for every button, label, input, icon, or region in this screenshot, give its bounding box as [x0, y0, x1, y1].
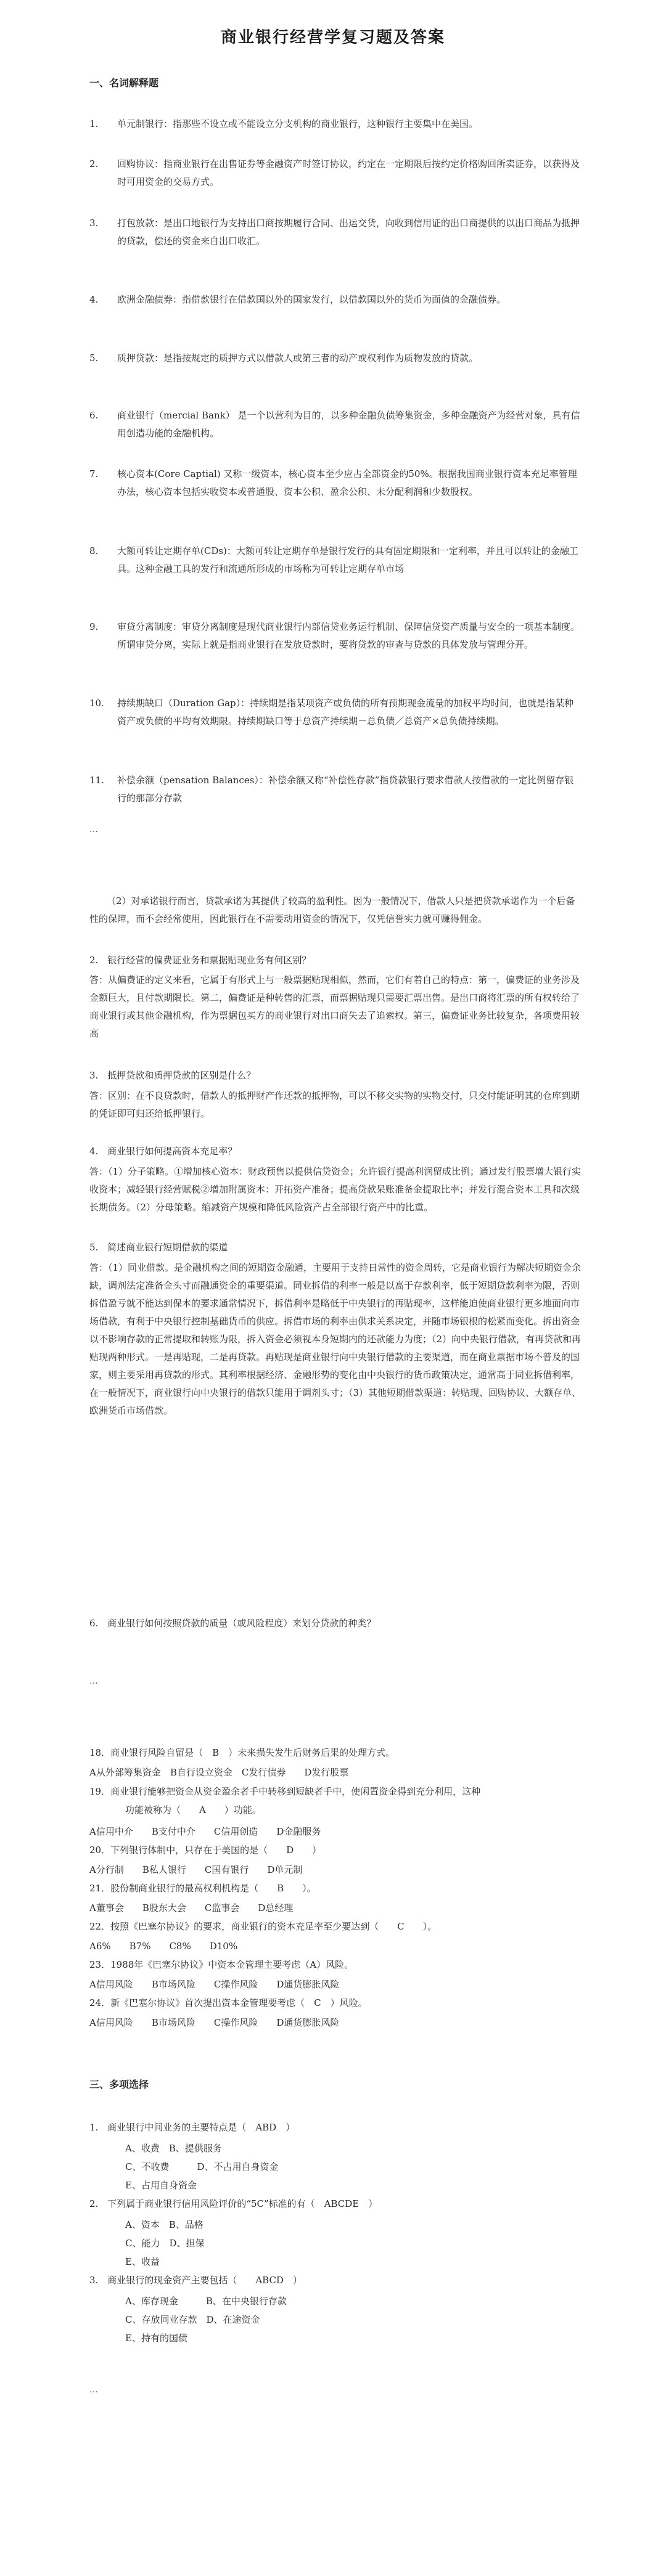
item-text: 欧洲金融债券：指借款银行在借款国以外的国家发行，以借款国以外的货币为面值的金融债券。: [117, 294, 506, 305]
question: 3. 抵押贷款和质押贷款的区别是什么？: [89, 1070, 256, 1081]
question: 23．1988年《巴塞尔协议》中资本金管理主要考虑（A）风险。: [89, 1959, 354, 1970]
question: 2. 下列属于商业银行信用风险评价的“5C”标准的有（ ABCDE ）: [89, 2198, 378, 2209]
page-break-mark: …: [89, 2385, 98, 2395]
section-heading-definitions: 一、名词解释题: [89, 77, 159, 89]
item-text: 回购协议：指商业银行在出售证券等金融资产时签订协议，约定在一定期限后按约定价格购回所卖证券，以获得及时可用资金的交易方式。: [117, 158, 580, 187]
list-item: [89, 155, 583, 191]
item-number: 3.: [89, 218, 99, 229]
list-item: [89, 618, 583, 654]
section-heading-multiple-choice: 三、多项选择: [89, 2079, 149, 2090]
answer-options: A从外部筹集资金 B自行设立资金 C发行债券 D发行股票: [89, 1767, 349, 1778]
answer-paragraph: 答：（1）分子策略。①增加核心资本：财政预售以提供信贷资金；允许银行提高利润留成比例；通过发行股票增大银行实收资本；减轻银行经营赋税②增加附属资本：开拓资产准备；提高贷款呆账准备金提取比率；并发行混合资本工具和次级长期债务。（2）分母策略。缩减资产规模和降低风险资产占全部银行资产中的比重。: [89, 1166, 582, 1213]
answer-options: A6% B7% C8% D10%: [89, 1941, 238, 1952]
item-number: 9.: [89, 621, 99, 632]
answer-options: E、持有的国债: [125, 2333, 187, 2344]
item-text: 单元制银行：指那些不设立或不能设立分支机构的商业银行，这种银行主要集中在美国。: [117, 118, 479, 129]
list-item: [89, 465, 583, 501]
list-item: [89, 772, 583, 807]
answer-paragraph: （2）对承诺银行而言，贷款承诺为其提供了较高的盈利性。因为一般情况下，借款人只是把贷款承诺作为一个后备性的保障，而不会经常使用，因此银行在不需要动用资金的情况下，仅凭信誉实力就可赚得佣金。: [89, 895, 575, 924]
question: 24．新《巴塞尔协议》首次提出资本金管理要考虑（ C ）风险。: [89, 1997, 368, 2008]
item-text: 大额可转让定期存单(CDs)：大额可转让定期存单是银行发行的具有固定期限和一定利率，并且可以转让的金融工具。这种金融工具的发行和流通所形成的市场称为可转让定期存单市场: [117, 545, 578, 574]
question: 1. 商业银行中间业务的主要特点是（ ABD ）: [89, 2122, 295, 2133]
question: 20．下列银行体制中，只存在于美国的是（ D ）: [89, 1844, 322, 1856]
answer-options: C、不收费 D、不占用自身资金: [125, 2161, 279, 2172]
item-number: 6.: [89, 410, 99, 421]
answer-options: A董事会 B股东大会 C监事会 D总经理: [89, 1902, 294, 1914]
question: 22．按照《巴塞尔协议》的要求，商业银行的资本充足率至少要达到（ C ）。: [89, 1921, 437, 1932]
question: 4. 商业银行如何提高资本充足率？: [89, 1146, 237, 1157]
item-text: 补偿余额（pensation Balances）：补偿余额又称“补偿性存款”指贷款银行要求借款人按借款的一定比例留存银行的那部分存款: [117, 775, 574, 804]
answer-options: E、占用自身资金: [125, 2180, 197, 2191]
question: 5. 简述商业银行短期借款的渠道: [89, 1242, 228, 1253]
question: 3. 商业银行的现金资产主要包括（ ABCD ）: [89, 2275, 302, 2286]
answer-options: A、库存现金 B、在中央银行存款: [125, 2296, 287, 2307]
answer-options: A、收费 B、提供服务: [125, 2143, 222, 2154]
question-continuation: 功能被称为（ A ）功能。: [125, 1804, 261, 1816]
question: 18．商业银行风险自留是（ B ）未来损失发生后财务后果的处理方式。: [89, 1747, 395, 1758]
item-number: 1.: [89, 118, 99, 129]
item-number: 8.: [89, 545, 99, 556]
question: 21．股份制商业银行的最高权利机构是（ B ）。: [89, 1883, 316, 1894]
item-number: 4.: [89, 294, 99, 305]
answer-paragraph: 答：从偏费证的定义来看，它属于有形式上与一般票据贴现相似，然而，它们有着自己的特点：第一，偏费证的业务涉及金额巨大，且付款期限长。第二，偏费证是种转售的汇票，而票据贴现只需要汇票出售。是出口商将汇票的所有权转给了商业银行或其他金融机构，作为票据包买方的商业银行对出口商失去了追索权。第三，偏费证业务比较复杂，各项费用较高: [89, 974, 580, 1039]
answer-options: E、收益: [125, 2256, 160, 2267]
page-break-mark: …: [89, 1676, 98, 1686]
answer-options: A分行制 B私人银行 C国有银行 D单元制: [89, 1864, 303, 1875]
answer-paragraph: 答：（1）同业借款。是金融机构之间的短期资金融通，主要用于支持日常性的资金周转，它是商业银行为解决短期资金余缺，调剂法定准备金头寸而融通资金的重要渠道。同业拆借的利率一般是以高于存款利率，低于短期贷款利率为限，否则拆借盈亏就不能达到保本的要求通常情况下，拆借利率是略低于中央银行的再贴现率，这样能迫使商业银行更多地面向市场借款，有利于中央银行控制基础货币的供应。拆借市场的利率由供求关系决定，并随市场银根的松紧而变化。拆出资金以不影响存款的正常提取和转账为限，拆入资金必须视本身短期内的还款能力为度；（2）向中央银行借款，有再贷款和再贴现两种形式。一是再贴现，二是再贷款。再贴现是商业银行向中央银行借款的主要渠道，而在商业票据市场不普及的国家，则主要采用再贷款的形式。其利率根据经济、金融形势的变化由中央银行的货币政策决定，通常高于同业拆借利率，在一般情况下，商业银行向中央银行的借款只能用于调剂头寸；（3）其他短期借款渠道：转贴现、回购协议、大额存单、欧洲货币市场借款。: [89, 1262, 582, 1416]
list-item: [89, 542, 583, 578]
page-break-mark: …: [89, 825, 98, 834]
list-item: [89, 115, 583, 133]
item-text: 持续期缺口（Duration Gap）：持续期是指某项资产或负债的所有预期现金流量的加权平均时间，也就是指某种资产或负债的平均有效期限。持续期缺口等于总资产持续期－总负债／总资产×总负债持续期。: [117, 698, 574, 727]
document-title: 商业银行经营学复习题及答案: [220, 28, 445, 47]
question: 6. 商业银行如何按照贷款的质量（或风险程度）来划分贷款的种类？: [89, 1618, 376, 1629]
list-item: [89, 291, 583, 309]
answer-options: A信用风险 B市场风险 C操作风险 D通货膨胀风险: [89, 2017, 340, 2028]
item-text: 打包放款：是出口地银行为支持出口商按期履行合同、出运交货，向收到信用证的出口商提供的以出口商品为抵押的贷款，偿还的资金来自出口收汇。: [117, 218, 580, 247]
item-number: 10.: [89, 698, 104, 709]
answer-options: A、资本 B、品格: [125, 2219, 204, 2230]
item-text: 审贷分离制度：审贷分离制度是现代商业银行内部信贷业务运行机制、保障信贷资产质量与安全的一项基本制度。所谓审贷分离，实际上就是指商业银行在发放贷款时，要将贷款的审查与贷款的具体发放与管理分开。: [117, 621, 580, 650]
item-number: 5.: [89, 353, 99, 364]
list-item: [89, 407, 583, 442]
answer-options: C、能力 D、担保: [125, 2238, 205, 2249]
answer-options: A信用风险 B市场风险 C操作风险 D通货膨胀风险: [89, 1979, 340, 1990]
item-number: 2.: [89, 158, 99, 169]
list-item: [89, 349, 583, 367]
answer-options: A信用中介 B支付中介 C信用创造 D金融服务: [89, 1826, 321, 1837]
item-text: 商业银行（mercial Bank） 是一个以营利为目的，以多种金融负债筹集资金，多种金融资产为经营对象，具有信用创造功能的金融机构。: [117, 410, 580, 439]
question: 2. 银行经营的偏费证业务和票据贴现业务有何区别？: [89, 955, 311, 966]
item-number: 7.: [89, 468, 99, 479]
item-text: 质押贷款：是指按规定的质押方式以借款人或第三者的动产或权利作为质物发放的贷款。: [117, 353, 479, 364]
list-item: [89, 695, 583, 730]
question: 19．商业银行能够把资金从资金盈余者手中转移到短缺者手中，使闲置资金得到充分利用，这种: [89, 1786, 481, 1797]
list-item: [89, 214, 583, 250]
item-text: 核心资本(Core Captial) 又称一级资本，核心资本至少应占全部资金的50%。根据我国商业银行资本充足率管理办法，核心资本包括实收资本或普通股、资本公积、盈余公积、未分配利润和少数股权。: [117, 468, 577, 497]
answer-options: C、存放同业存款 D、在途资金: [125, 2314, 260, 2325]
answer-paragraph: 答：区别：在不良贷款时，借款人的抵押财产作还款的抵押物，可以不移交实物的实物交付，只交付能证明其的仓库到期的凭证即可归还给抵押银行。: [89, 1090, 580, 1119]
item-number: 11.: [89, 775, 104, 786]
